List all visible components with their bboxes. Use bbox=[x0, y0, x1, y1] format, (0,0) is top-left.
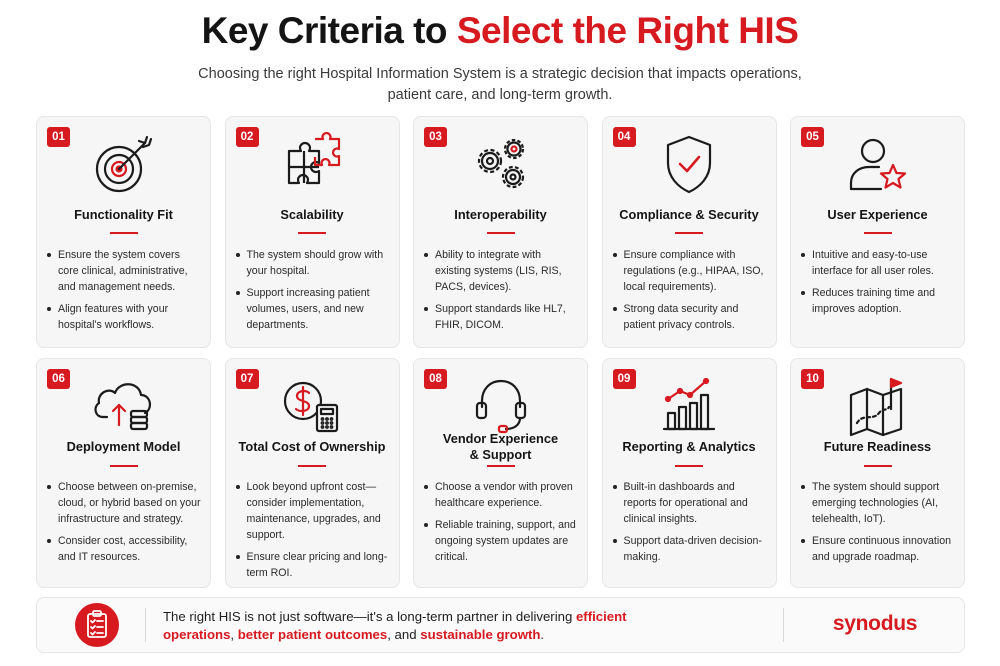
criteria-card-interoperability bbox=[413, 116, 588, 348]
card-bullets bbox=[613, 479, 768, 571]
footer-text-part: The right HIS is not just software—it's a long-term partner in delivering bbox=[163, 609, 576, 624]
card-bullets bbox=[801, 247, 956, 323]
card-bullets bbox=[801, 479, 956, 571]
card-divider bbox=[487, 232, 515, 234]
card-number-badge: 09 bbox=[613, 369, 636, 389]
card-number-badge: 08 bbox=[424, 369, 447, 389]
footer-highlight: better patient outcomes bbox=[237, 627, 388, 642]
card-bullet: Choose a vendor with proven healthcare experience. bbox=[424, 479, 579, 511]
card-bullets bbox=[424, 479, 579, 571]
card-divider bbox=[864, 465, 892, 467]
footer-separator bbox=[783, 608, 784, 642]
footer-text-part: , bbox=[230, 627, 238, 642]
card-bullet: Ensure continuous innovation and upgrade roadmap. bbox=[801, 533, 956, 565]
card-bullet: Support standards like HL7, FHIR, DICOM. bbox=[424, 301, 579, 333]
gears-icon bbox=[466, 131, 536, 197]
criteria-card-total-cost-ownership bbox=[225, 358, 400, 588]
card-bullet: Choose between on-premise, cloud, or hybrid based on your infrastructure and strategy. bbox=[47, 479, 202, 527]
shield-check-icon bbox=[654, 131, 724, 197]
card-bullet: Intuitive and easy-to-use interface for all user roles. bbox=[801, 247, 956, 279]
card-number-badge: 07 bbox=[236, 369, 259, 389]
card-title: Future Readiness bbox=[823, 439, 932, 454]
criteria-card-reporting-analytics bbox=[602, 358, 777, 588]
card-bullet: Ability to integrate with existing systems (LIS, RIS, PACS, devices). bbox=[424, 247, 579, 295]
card-divider bbox=[675, 232, 703, 234]
card-title: User Experience bbox=[827, 207, 928, 222]
card-title: Reporting & Analytics bbox=[622, 439, 756, 454]
card-bullet: Strong data security and patient privacy controls. bbox=[613, 301, 768, 333]
card-number-badge: 02 bbox=[236, 127, 259, 147]
card-bullet: Consider cost, accessibility, and IT resources. bbox=[47, 533, 202, 565]
headset-icon bbox=[466, 373, 536, 439]
puzzle-icon bbox=[277, 131, 347, 197]
footer-banner bbox=[36, 597, 965, 653]
card-divider bbox=[298, 465, 326, 467]
card-number-badge: 01 bbox=[47, 127, 70, 147]
dollar-calculator-icon bbox=[277, 373, 347, 439]
card-title: Compliance & Security bbox=[619, 207, 759, 222]
card-bullets bbox=[47, 247, 202, 339]
footer-text-part: . bbox=[540, 627, 545, 642]
card-bullet: Look beyond upfront cost—consider implementation, maintenance, upgrades, and support. bbox=[236, 479, 391, 543]
card-bullet: Ensure clear pricing and long-term ROI. bbox=[236, 549, 391, 581]
cloud-server-icon bbox=[89, 373, 159, 439]
footer-separator bbox=[145, 608, 146, 642]
card-bullet: Support increasing patient volumes, users, and new departments. bbox=[236, 285, 391, 333]
card-bullets bbox=[236, 247, 391, 339]
card-bullet: The system should grow with your hospital. bbox=[236, 247, 391, 279]
clipboard-checklist-icon bbox=[75, 603, 119, 647]
card-bullet: Support data-driven decision-making. bbox=[613, 533, 768, 565]
card-bullets bbox=[236, 479, 391, 587]
card-title-line-2: & Support bbox=[469, 447, 532, 462]
card-bullet: Built-in dashboards and reports for operational and clinical insights. bbox=[613, 479, 768, 527]
card-divider bbox=[487, 465, 515, 467]
criteria-card-future-readiness bbox=[790, 358, 965, 588]
card-title-line-1: Vendor Experience bbox=[442, 431, 559, 446]
criteria-card-scalability bbox=[225, 116, 400, 348]
card-bullet: Ensure compliance with regulations (e.g., HIPAA, ISO, local requirements). bbox=[613, 247, 768, 295]
card-number-badge: 03 bbox=[424, 127, 447, 147]
card-title bbox=[420, 431, 581, 463]
card-bullet: Reduces training time and improves adoption. bbox=[801, 285, 956, 317]
criteria-grid bbox=[36, 116, 965, 586]
criteria-card-user-experience bbox=[790, 116, 965, 348]
card-number-badge: 04 bbox=[613, 127, 636, 147]
footer-message bbox=[163, 608, 643, 644]
footer-highlight: efficient operations bbox=[163, 609, 627, 642]
card-number-badge: 05 bbox=[801, 127, 824, 147]
card-divider bbox=[110, 465, 138, 467]
card-title: Total Cost of Ownership bbox=[238, 439, 386, 454]
page-title bbox=[0, 10, 1000, 52]
card-title: Deployment Model bbox=[66, 439, 181, 454]
criteria-card-deployment-model bbox=[36, 358, 211, 588]
card-number-badge: 10 bbox=[801, 369, 824, 389]
criteria-card-compliance-security bbox=[602, 116, 777, 348]
card-bullets bbox=[424, 247, 579, 339]
card-divider bbox=[110, 232, 138, 234]
card-bullets bbox=[47, 479, 202, 571]
title-prefix: Key Criteria to bbox=[201, 10, 457, 51]
card-bullets bbox=[613, 247, 768, 339]
criteria-card-vendor-experience bbox=[413, 358, 588, 588]
card-title: Scalability bbox=[280, 207, 344, 222]
card-bullet: The system should support emerging technologies (AI, telehealth, IoT). bbox=[801, 479, 956, 527]
card-number-badge: 06 bbox=[47, 369, 70, 389]
title-accent: Select the Right HIS bbox=[456, 10, 799, 51]
card-divider bbox=[864, 232, 892, 234]
user-star-icon bbox=[843, 131, 913, 197]
bar-chart-icon bbox=[654, 373, 724, 439]
card-divider bbox=[675, 465, 703, 467]
card-bullet: Align features with your hospital's workflows. bbox=[47, 301, 202, 333]
footer-text-part: , and bbox=[387, 627, 421, 642]
card-title: Interoperability bbox=[454, 207, 547, 222]
card-bullet: Ensure the system covers core clinical, administrative, and management needs. bbox=[47, 247, 202, 295]
card-bullet: Reliable training, support, and ongoing system updates are critical. bbox=[424, 517, 579, 565]
brand-logo: synodus bbox=[832, 612, 918, 635]
page-subtitle: Choosing the right Hospital Information System is a strategic decision that impacts operations, patient care, and long-term growth. bbox=[198, 66, 802, 103]
map-flag-icon bbox=[843, 373, 913, 439]
card-title: Functionality Fit bbox=[74, 207, 173, 222]
criteria-card-functionality-fit bbox=[36, 116, 211, 348]
footer-highlight: sustainable growth bbox=[420, 627, 541, 642]
target-arrow-icon bbox=[89, 131, 159, 197]
card-divider bbox=[298, 232, 326, 234]
